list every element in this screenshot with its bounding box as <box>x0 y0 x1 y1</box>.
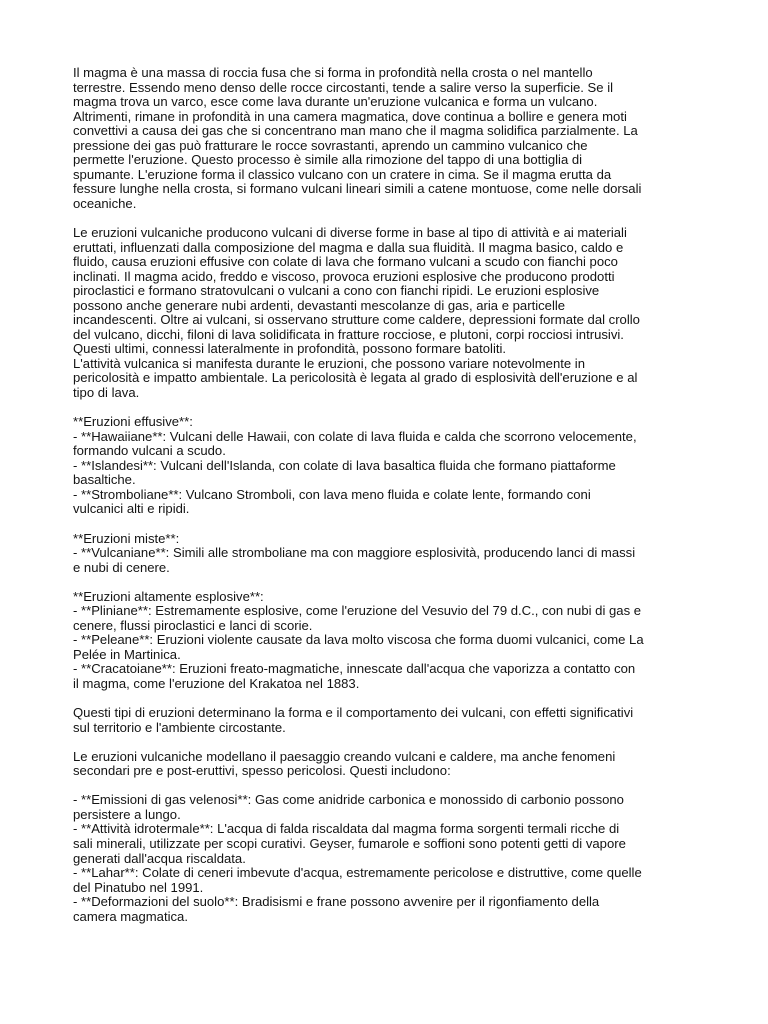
document-body-text: Il magma è una massa di roccia fusa che si forma in profondità nella crosta o nel mantello terrestre. Essendo meno denso delle rocce circostanti, tende a salire verso la superficie. Se il magma trova un varco, esce come lava durante un'eruzione vulcanica e forma un vulcano. Altrimenti, rimane in profondità in una camera magmatica, dove continua a bollire e genera moti convettivi a causa dei gas che si concentrano man mano che il magma solidifica parzialmente. La pressione dei gas può fratturare le rocce sovrastanti, aprendo un cammino vulcanico che permette l'eruzione. Questo processo è simile alla rimozione del tappo di una bottiglia di spumante. L'eruzione forma il classico vulcano con un cratere in cima. Se il magma erutta da fessure lunghe nella crosta, si formano vulcani lineari simili a catene montuose, come nelle dorsali oceaniche. Le eruzioni vulcaniche producono vulcani di diverse forme in base al tipo di attività e ai materiali eruttati, influenzati dalla composizione del magma e dalla sua fluidità. Il magma basico, caldo e fluido, causa eruzioni effusive con colate di lava che formano vulcani a scudo con fianchi poco inclinati. Il magma acido, freddo e viscoso, provoca eruzioni esplosive che producono prodotti piroclastici e formano stratovulcani o vulcani a cono con fianchi ripidi. Le eruzioni esplosive possono anche generare nubi ardenti, devastanti mescolanze di gas, aria e particelle incandescenti. Oltre ai vulcani, si osservano strutture come caldere, depressioni formate dal crollo del vulcano, dicchi, filoni di lava solidificata in fratture rocciose, e plutoni, corpi rocciosi intrusivi. Questi ultimi, connessi lateralmente in profondità, possono formare batoliti. L'attività vulcanica si manifesta durante le eruzioni, che possono variare notevolmente in pericolosità e impatto ambientale. La pericolosità è legata al grado di esplosività dell'eruzione e al tipo di lava. **Eruzioni effusive**: - **Hawaiiane**: Vulcani delle Hawaii, con colate di lava fluida e calda che scorrono velocemente, formando vulcani a scudo. - **Islandesi**: Vulcani dell'Islanda, con colate di lava basaltica fluida che formano piattaforme basaltiche. - **Stromboliane**: Vulcano Stromboli, con lava meno fluida e colate lente, formando coni vulcanici alti e ripidi. **Eruzioni miste**: - **Vulcaniane**: Simili alle stromboliane ma con maggiore esplosività, producendo lanci di massi e nubi di cenere. **Eruzioni altamente esplosive**: - **Pliniane**: Estremamente esplosive, come l'eruzione del Vesuvio del 79 d.C., con nubi di gas e cenere, flussi piroclastici e lanci di scorie. - **Peleane**: Eruzioni violente causate da lava molto viscosa che forma duomi vulcanici, come La Pelée in Martinica. - **Cracatoiane**: Eruzioni freato-magmatiche, innescate dall'acqua che vaporizza a contatto con il magma, come l'eruzione del Krakatoa nel 1883. Questi tipi di eruzioni determinano la forma e il comportamento dei vulcani, con effetti significativi sul territorio e l'ambiente circostante. Le eruzioni vulcaniche modellano il paesaggio creando vulcani e caldere, ma anche fenomeni secondari pre e post-eruttivi, spesso pericolosi. Questi includono: - **Emissioni di gas velenosi**: Gas come anidride carbonica e monossido di carbonio possono persistere a lungo. - **Attività idrotermale**: L'acqua di falda riscaldata dal magma forma sorgenti termali ricche di sali minerali, utilizzate per scopi curativi. Geyser, fumarole e soffioni sono potenti getti di vapore generati dall'acqua riscaldata. - **Lahar**: Colate di ceneri imbevute d'acqua, estremamente pericolose e distruttive, come quelle del Pinatubo nel 1991. - **Deformazioni del suolo**: Bradisismi e frane possono avvenire per il rigonfiamento della camera magmatica. <box>73 65 644 924</box>
